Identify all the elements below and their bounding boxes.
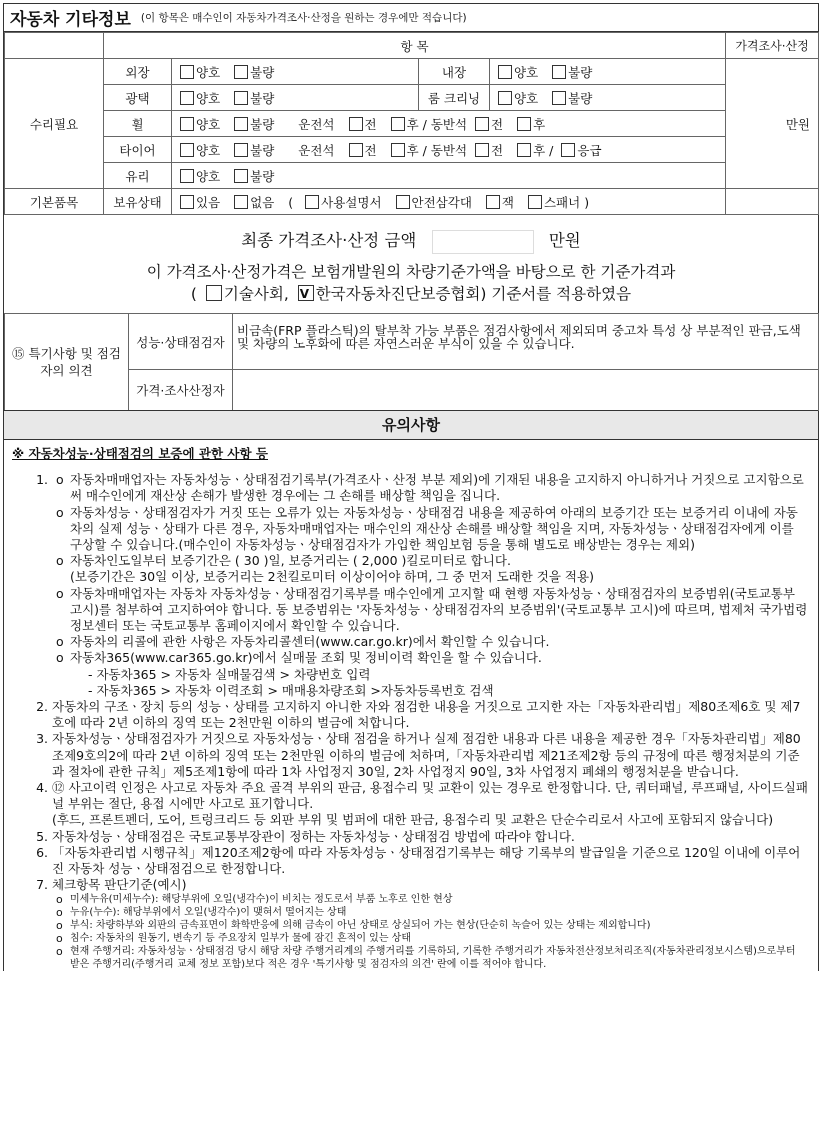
final-amount-input[interactable] xyxy=(432,230,534,254)
list-item: ο 미세누유(미세누수): 해당부위에 오일(냉각수)이 비치는 정도로서 부품 노후로 인한 현상 xyxy=(70,893,808,906)
checkbox[interactable] xyxy=(234,169,248,183)
checkbox[interactable] xyxy=(517,143,531,157)
room-cleaning-label: 룸 크리닝 xyxy=(419,85,490,111)
list-item: ο 자동차인도일부터 보증기간은 ( 30 )일, 보증거리는 ( 2,000 )킬로미터로 합니다. (보증기간은 30일 이상, 보증거리는 2천킬로미터 이상이어야 하며, 그 중 먼저 도래한 것을 적용) xyxy=(70,553,808,585)
tire-options: 양호 불량 운전석 전 후 / 동반석 전 후 / 응급 xyxy=(172,137,726,163)
opinion-table xyxy=(4,313,819,411)
checkbox[interactable] xyxy=(475,143,489,157)
list-item: 2. 자동차의 구조ㆍ장치 등의 성능ㆍ상태를 고지하지 아니한 자와 점검한 내용을 거짓으로 고지한 자는「자동차관리법」제80조제6호 및 제7호에 따라 2년 이하의 징역 또는 2천만원 이하의 벌금에 처합니다. xyxy=(52,699,808,731)
checkbox[interactable] xyxy=(234,143,248,157)
list-item: 3. 자동차성능ㆍ상태점검자가 거짓으로 자동차성능ㆍ상태 점검을 하거나 실제 점검한 내용과 다른 내용을 제공한 경우「자동차관리법」제80조제9호의2에 따라 2년 이하의 징역 또는 2천만원 이하의 벌금에 처하며,「자동차관리법 제21조제2항 등의 규정에 따른 행정처분의 기준과 절차에 관한 규칙」제5조제1항에 따라 1차 사업정지 30일, 2차 사업정지 90일, 3차 사업정지 폐쇄의 행정처분을 받습니다. xyxy=(52,731,808,780)
possession-price xyxy=(726,189,819,215)
checkbox[interactable] xyxy=(234,91,248,105)
list-item: 6. 「자동차관리법 시행규칙」제120조제2항에 따라 자동차성능ㆍ상태점검기록부는 해당 기록부의 발급일을 기준으로 120일 이내에 이루어진 자동차 성능ㆍ상태점검으로 한정합니다. xyxy=(52,845,808,877)
inspector-label: 성능·상태점검자 xyxy=(129,314,233,370)
checkbox[interactable] xyxy=(234,65,248,79)
list-item: 7. 체크항목 판단기준(예시) ο 미세누유(미세누수): 해당부위에 오일(냉각수)이 비치는 정도로서 부품 노후로 인한 현상 ο 누유(누수): 해당부위에서 오일(냉각수)이 맺혀서 떨어지는 상태 ο 부식: 차량하부와 외판의 금속표면이 화학반응에 의해 금속이 아닌 상태로 상실되어 가는 현상(단순히 녹슬어 있는 상태는 제외합니다) ο 침수: 자동차의 원동기, 변속기 등 주요장치 일부가 물에 잠긴 흔적이 있는 상태 ο 현재 주행거리: 자동차성능ㆍ상태점검 당시 해당 차량 주행거리계의 주행거리를 기록하되, 기록한 주행거리가 자동차전산정보처리조직(자동차관리정보시스템)으로부터 받은 주행거리(주행거리 교체 정보 포함)보다 적은 경우 '특기사항 및 점검자의 의견' 란에 이를 적어야 합니다. xyxy=(52,877,808,971)
checkbox[interactable] xyxy=(180,143,194,157)
checkbox[interactable] xyxy=(498,91,512,105)
tire-label: 타이어 xyxy=(104,137,172,163)
repair-label: 수리필요 xyxy=(5,59,104,189)
checkbox[interactable] xyxy=(552,65,566,79)
room-cleaning-options: 양호 불량 xyxy=(490,85,726,111)
section-title-row xyxy=(4,3,818,32)
tech-society-checkbox[interactable] xyxy=(206,285,222,301)
final-amount-row xyxy=(4,215,818,253)
interior-options: 양호 불량 xyxy=(490,59,726,85)
checkbox[interactable] xyxy=(528,195,542,209)
possession-options: 있음 없음 ( 사용설명서 안전삼각대 잭 스패너 ) xyxy=(172,189,726,215)
list-item: 4. ⑫ 사고이력 인정은 사고로 자동차 주요 골격 부위의 판금, 용접수리 및 교환이 있는 경우로 한정합니다. 단, 쿼터패널, 루프패널, 사이드실패널 부위는 절단, 용접 시에만 사고로 표기합니다. (후드, 프론트펜더, 도어, 트렁크리드 등 외판 부위 및 범퍼에 대한 판금, 용접수리 및 교환은 단순수리로서 사고에 포함되지 않습니다) xyxy=(52,780,808,829)
appraiser-label: 가격·조사산정자 xyxy=(129,370,233,411)
checkbox[interactable] xyxy=(234,195,248,209)
list-item: ο 자동차매매업자는 자동차 자동차성능ㆍ상태점검기록부를 매수인에게 고지할 때 현행 자동차성능ㆍ상태점검자의 보증범위(국토교통부 고시)를 첨부하여 고지하여야 합니다. 동 보증범위는 '자동차성능ㆍ상태점검자의 보증범위'(국토교통부 고시)에 따르며, 법제처 국가법령정보센터 또는 국토교통부 홈페이지에서 확인할 수 있습니다. xyxy=(70,586,808,635)
price-basis-text xyxy=(4,253,818,313)
section-subtitle: (이 항목은 매수인이 자동차가격조사·산정을 원하는 경우에만 적습니다) xyxy=(140,12,467,24)
list-item: 5. 자동차성능ㆍ상태점검은 국토교통부장관이 정하는 자동차성능ㆍ상태점검 방법에 따라야 합니다. xyxy=(52,829,808,845)
checkbox[interactable] xyxy=(391,117,405,131)
section-title: 자동차 기타정보 xyxy=(10,10,131,30)
caution-title: ※ 자동차성능·상태점검의 보증에 관한 사항 등 xyxy=(12,446,269,461)
checkbox[interactable] xyxy=(349,117,363,131)
list-item: ο 자동차365(www.car365.go.kr)에서 실매물 조회 및 정비이력 확인을 할 수 있습니다. - 자동차365 > 자동차 실매물검색 > 차량번호 입력 - 자동차365 > 자동차 이력조회 > 매매용차량조회 >자동차등록번호 검색 xyxy=(70,650,808,699)
checkbox[interactable] xyxy=(180,169,194,183)
checkbox[interactable] xyxy=(475,117,489,131)
exterior-options: 양호 불량 xyxy=(172,59,419,85)
list-item: ο 1. 자동차매매업자는 자동차성능ㆍ상태점검기록부(가격조사ㆍ산정 부분 제외)에 기재된 내용을 고지하지 아니하거나 거짓으로 고지함으로써 매수인에게 재산상 손해가 발생한 경우에는 그 손해를 배상할 책임을 집니다. xyxy=(70,472,808,504)
checkbox[interactable] xyxy=(396,195,410,209)
caution-header: 유의사항 xyxy=(4,410,818,440)
checkbox[interactable] xyxy=(180,91,194,105)
header-blank xyxy=(5,33,104,59)
final-amount-unit: 만원 xyxy=(548,231,581,250)
exterior-label: 외장 xyxy=(104,59,172,85)
glass-label: 유리 xyxy=(104,163,172,189)
gloss-options: 양호 불량 xyxy=(172,85,419,111)
possession-label: 보유상태 xyxy=(104,189,172,215)
glass-options: 양호 불량 xyxy=(172,163,726,189)
caution-list xyxy=(12,472,808,971)
price-unit: 만원 xyxy=(726,59,819,189)
checkbox[interactable] xyxy=(391,143,405,157)
wheel-options: 양호 불량 운전석 전 후 / 동반석 전 후 xyxy=(172,111,726,137)
checkbox[interactable] xyxy=(180,65,194,79)
interior-label: 내장 xyxy=(419,59,490,85)
basis-line-1: 이 가격조사·산정가격은 보험개발원의 차량기준가액을 바탕으로 한 기준가격과 xyxy=(146,263,676,281)
list-item: ο 자동차성능ㆍ상태점검자가 거짓 또는 오류가 있는 자동차성능ㆍ상태점검 내용을 제공하여 아래의 보증기간 또는 보증거리 이내에 자동차의 실제 성능ㆍ상태가 다른 경우, 자동차매매업자는 매수인의 재산상 손해를 배상할 책임을 지며, 자동차성능ㆍ상태점검자에게 이를 구상할 수 있습니다.(매수인이 자동차성능ㆍ상태점검자가 가입한 책임보험 등을 통해 별도로 배상받는 경우는 제외) xyxy=(70,505,808,554)
header-price: 가격조사·산정 xyxy=(726,33,819,59)
repair-table xyxy=(4,32,819,215)
document-frame xyxy=(3,3,819,971)
list-item: ο 침수: 자동차의 원동기, 변속기 등 주요장치 일부가 물에 잠긴 흔적이 있는 상태 xyxy=(70,932,808,945)
opinion-label: ⑮ 특기사항 및 점검자의 의견 xyxy=(5,314,129,411)
checkbox[interactable] xyxy=(305,195,319,209)
checkbox[interactable] xyxy=(561,143,575,157)
appraiser-note xyxy=(233,370,819,411)
checkbox[interactable] xyxy=(234,117,248,131)
checkbox[interactable] xyxy=(552,91,566,105)
kadic-checkbox[interactable] xyxy=(298,285,314,301)
list-item: ο 누유(누수): 해당부위에서 오일(냉각수)이 맺혀서 떨어지는 상태 xyxy=(70,906,808,919)
checkbox[interactable] xyxy=(180,195,194,209)
final-amount-label: 최종 가격조사·산정 금액 xyxy=(241,231,417,250)
checkbox[interactable] xyxy=(486,195,500,209)
wheel-label: 휠 xyxy=(104,111,172,137)
gloss-label: 광택 xyxy=(104,85,172,111)
checkbox[interactable] xyxy=(180,117,194,131)
list-item: ο 현재 주행거리: 자동차성능ㆍ상태점검 당시 해당 차량 주행거리계의 주행거리를 기록하되, 기록한 주행거리가 자동차전산정보처리조직(자동차관리정보시스템)으로부터 받은 주행거리(주행거리 교체 정보 포함)보다 적은 경우 '특기사항 및 점검자의 의견' 란에 이를 적어야 합니다. xyxy=(70,945,808,971)
checkbox[interactable] xyxy=(498,65,512,79)
final-price-block xyxy=(4,215,818,314)
checkbox[interactable] xyxy=(517,117,531,131)
basis-line-2: ( 기술사회, V 한국자동차진단보증협회) 기준서를 적용하였음 xyxy=(4,283,818,305)
header-item: 항 목 xyxy=(104,33,726,59)
list-item xyxy=(52,472,808,699)
caution-body xyxy=(4,440,818,971)
list-item: ο 자동차의 리콜에 관한 사항은 자동차리콜센터(www.car.go.kr)에서 확인할 수 있습니다. xyxy=(70,634,808,650)
inspector-note: 비금속(FRP 플라스틱)의 탈부착 가능 부품은 점검사항에서 제외되며 중고차 특성 상 부분적인 판금,도색 및 차량의 노후화에 따른 자연스러운 부식이 있을 수 있습니다. xyxy=(233,314,819,370)
basic-items-label: 기본품목 xyxy=(5,189,104,215)
checkbox[interactable] xyxy=(349,143,363,157)
list-item: ο 부식: 차량하부와 외판의 금속표면이 화학반응에 의해 금속이 아닌 상태로 상실되어 가는 현상(단순히 녹슬어 있는 상태는 제외합니다) xyxy=(70,919,808,932)
